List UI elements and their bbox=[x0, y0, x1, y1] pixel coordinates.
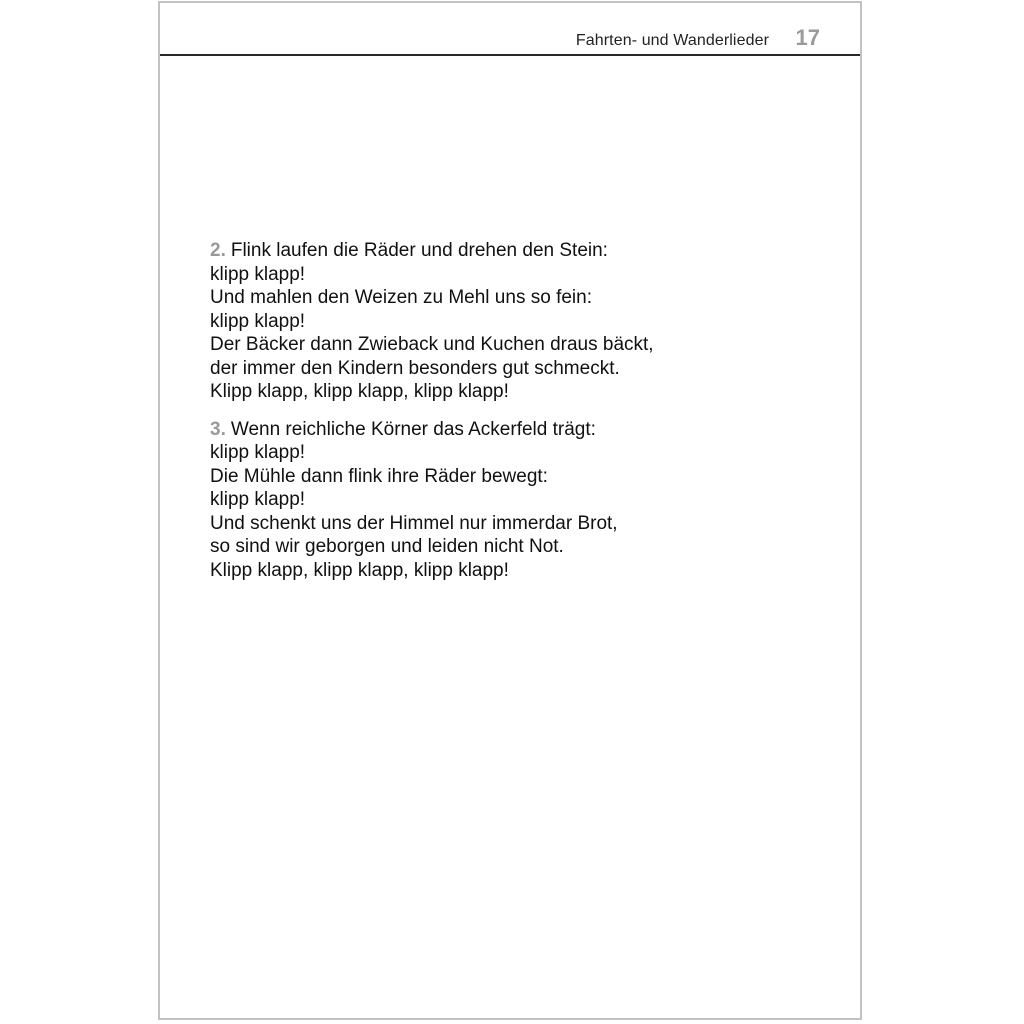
song-lyrics bbox=[210, 239, 810, 596]
verse-line: klipp klapp! bbox=[210, 442, 306, 463]
verse-line: Und mahlen den Weizen zu Mehl uns so fein: bbox=[210, 287, 592, 308]
section-title: Fahrten- und Wanderlieder bbox=[575, 32, 769, 49]
verse-2 bbox=[210, 239, 810, 404]
verse-line: klipp klapp! bbox=[210, 263, 306, 285]
verse-line: Die Mühle dann flink ihre Räder bewegt: bbox=[210, 465, 548, 487]
verse-line-text: Wenn reichliche Körner das Ackerfeld trägt: bbox=[230, 418, 596, 440]
verse-3 bbox=[210, 418, 810, 583]
book-page bbox=[158, 1, 862, 1020]
verse-line bbox=[210, 418, 810, 442]
verse-line: Und schenkt uns der Himmel nur immerdar Brot, bbox=[210, 512, 618, 534]
verse-number: 3. bbox=[210, 418, 226, 440]
page-header bbox=[160, 3, 860, 56]
verse-line: Klipp klapp, klipp klapp, klipp klapp! bbox=[210, 381, 509, 402]
verse-line: der immer den Kindern besonders gut schmeckt. bbox=[210, 357, 620, 379]
verse-line: Der Bäcker dann Zwieback und Kuchen draus bäckt, bbox=[210, 334, 654, 355]
verse-number: 2. bbox=[210, 240, 226, 261]
verse-line: so sind wir geborgen und leiden nicht Not. bbox=[210, 536, 564, 557]
page-number: 17 bbox=[795, 25, 820, 50]
verse-line-text: Flink laufen die Räder und drehen den Stein: bbox=[230, 240, 608, 261]
verse-line: klipp klapp! bbox=[210, 489, 306, 510]
verse-line: Klipp klapp, klipp klapp, klipp klapp! bbox=[210, 559, 509, 581]
verse-line bbox=[210, 239, 810, 263]
verse-line: klipp klapp! bbox=[210, 310, 306, 332]
